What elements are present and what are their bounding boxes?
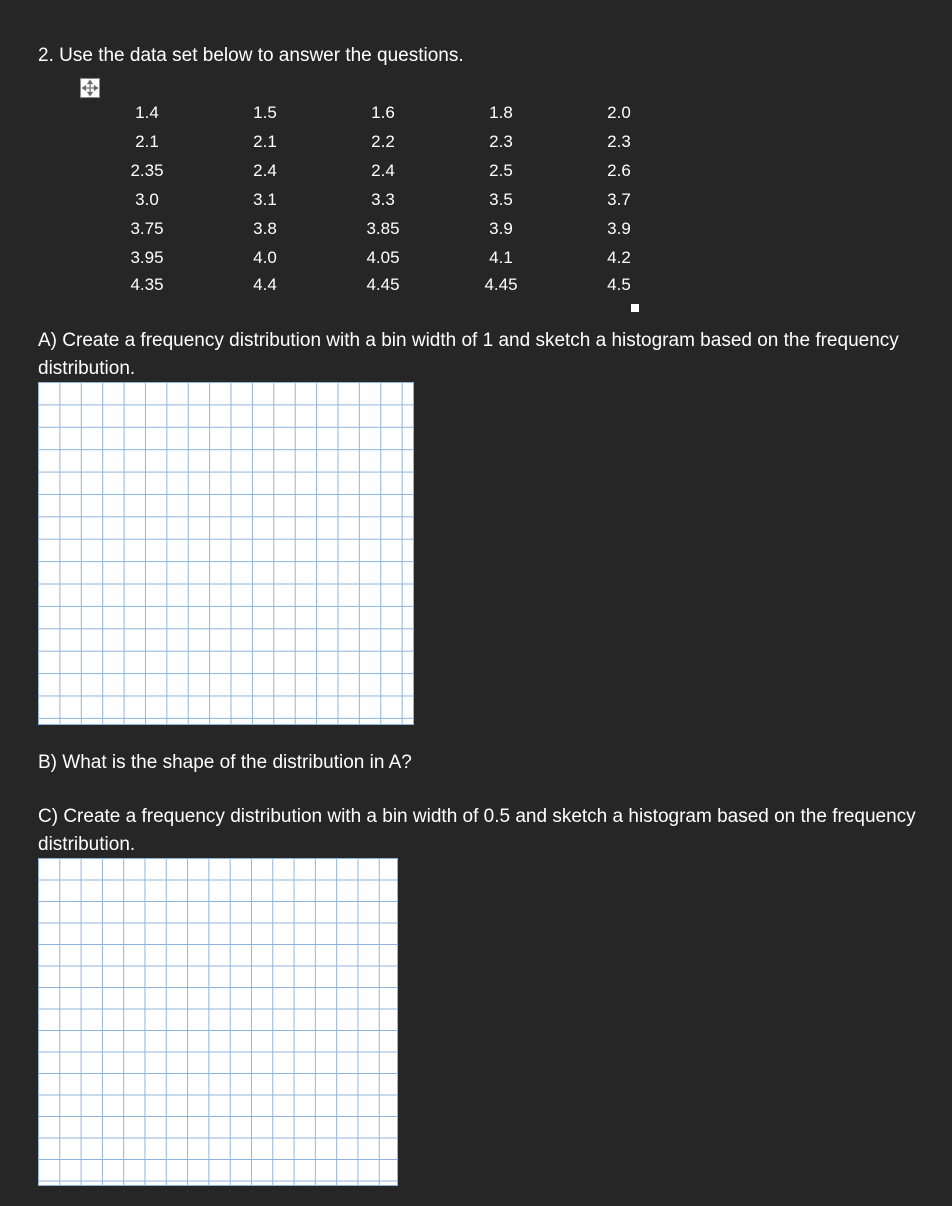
table-cell: 1.5 — [253, 103, 277, 122]
table-cell: 2.4 — [371, 161, 395, 180]
move-arrows-icon — [81, 79, 99, 97]
table-cell: 4.05 — [366, 248, 400, 267]
table-cell: 2.0 — [607, 103, 631, 122]
table-cell: 2.5 — [489, 161, 513, 180]
histogram-grid-a — [38, 382, 414, 725]
table-row — [88, 243, 678, 272]
table-row — [88, 272, 678, 298]
table-cell: 2.3 — [489, 132, 513, 151]
table-cell: 3.1 — [253, 190, 277, 209]
table-cell: 2.4 — [253, 161, 277, 180]
table-cell: 4.5 — [607, 275, 631, 294]
table-cell: 1.4 — [135, 103, 159, 122]
part-c-prompt: C) Create a frequency distribution with a bin width of 0.5 and sketch a histogram based on the frequency distribution. — [38, 806, 916, 855]
table-cell: 4.45 — [366, 275, 400, 294]
table-cell: 3.9 — [489, 219, 513, 238]
table-cell: 2.3 — [607, 132, 631, 151]
table-row — [88, 98, 678, 127]
table-move-handle[interactable] — [80, 78, 100, 98]
table-row — [88, 214, 678, 243]
table-cell: 3.8 — [253, 219, 277, 238]
table-cell: 3.95 — [130, 248, 164, 267]
table-cell: 2.6 — [607, 161, 631, 180]
table-cell: 3.3 — [371, 190, 395, 209]
table-cell: 4.35 — [130, 275, 164, 294]
table-cell: 4.4 — [253, 275, 277, 294]
table-cell: 4.0 — [253, 248, 277, 267]
table-cell: 4.2 — [607, 248, 631, 267]
data-set-table — [88, 98, 678, 298]
table-cell: 3.5 — [489, 190, 513, 209]
table-cell: 1.6 — [371, 103, 395, 122]
resize-handle-icon[interactable] — [631, 304, 639, 312]
table-cell: 2.1 — [253, 132, 277, 151]
table-cell: 2.1 — [135, 132, 159, 151]
table-cell: 3.0 — [135, 190, 159, 209]
table-cell: 4.1 — [489, 248, 513, 267]
table-cell: 1.8 — [489, 103, 513, 122]
table-cell: 2.35 — [130, 161, 164, 180]
table-cell: 3.75 — [130, 219, 164, 238]
table-cell: 3.9 — [607, 219, 631, 238]
table-cell: 3.7 — [607, 190, 631, 209]
question-title: 2. Use the data set below to answer the questions. — [38, 45, 464, 66]
table-row — [88, 156, 678, 185]
table-row — [88, 127, 678, 156]
part-b-prompt: B) What is the shape of the distribution in A? — [38, 752, 412, 773]
table-cell: 3.85 — [366, 219, 400, 238]
part-a-prompt: A) Create a frequency distribution with a bin width of 1 and sketch a histogram based on the frequency distribution. — [38, 330, 899, 379]
histogram-grid-c — [38, 858, 398, 1186]
table-cell: 2.2 — [371, 132, 395, 151]
table-cell: 4.45 — [484, 275, 518, 294]
table-row — [88, 185, 678, 214]
